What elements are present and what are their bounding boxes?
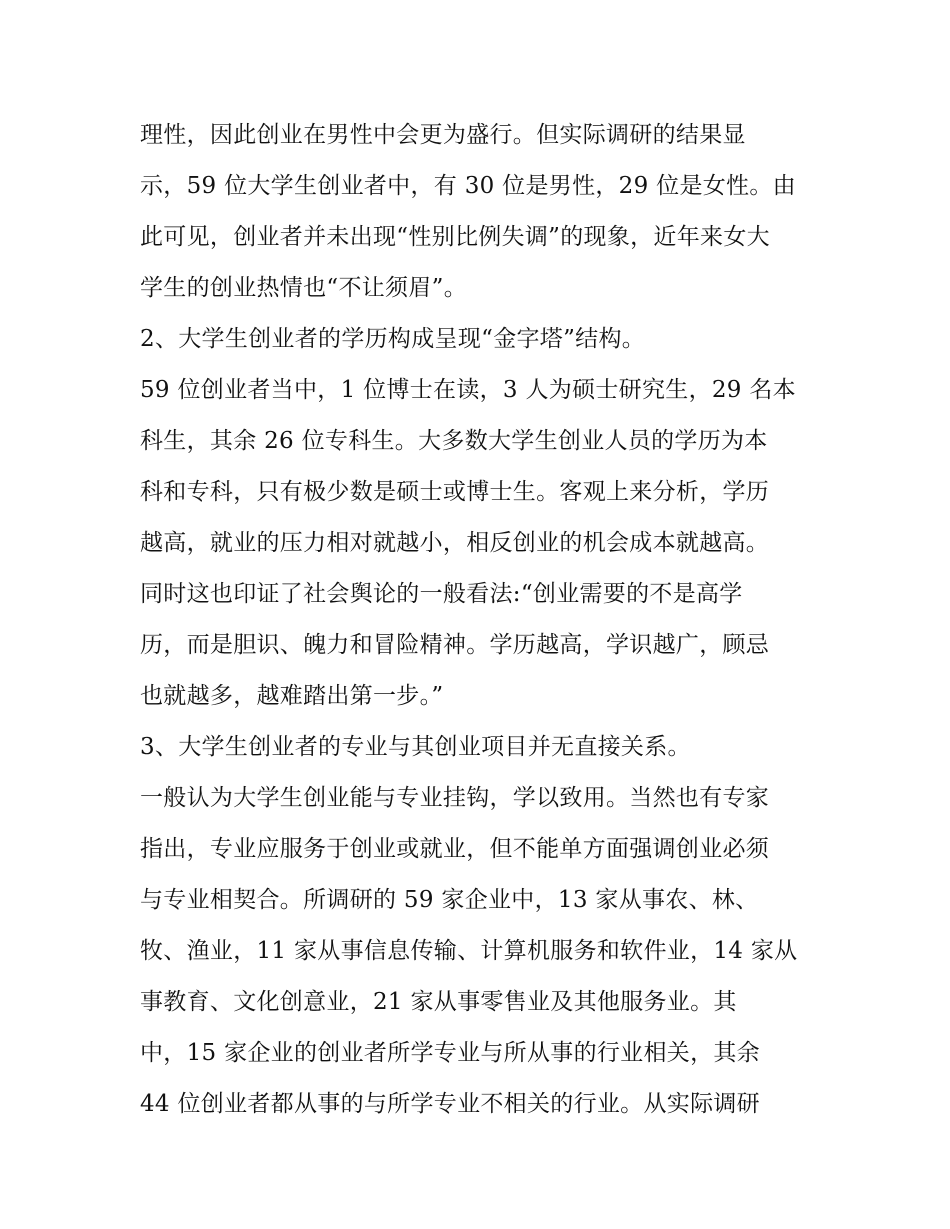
text-line: 同时这也印证了社会舆论的一般看法:“创业需要的不是高学 xyxy=(140,581,743,607)
section-heading: 2、大学生创业者的学历构成呈现“金字塔”结构。 xyxy=(140,326,646,352)
text-line: 也就越多，越难踏出第一步。” xyxy=(140,683,444,709)
text-line: 历，而是胆识、魄力和冒险精神。学历越高，学识越广，顾忌 xyxy=(140,632,770,658)
text-line: 59 位创业者当中，1 位博士在读，3 人为硕士研究生，29 名本 xyxy=(140,377,796,403)
text-line: 越高，就业的压力相对就越小，相反创业的机会成本就越高。 xyxy=(140,530,770,556)
text-line: 与专业相契合。所调研的 59 家企业中，13 家从事农、林、 xyxy=(140,887,759,913)
text-line: 科生，其余 26 位专科生。大多数大学生创业人员的学历为本 xyxy=(140,428,768,454)
text-line: 中，15 家企业的创业者所学专业与所从事的行业相关，其余 xyxy=(140,1040,760,1066)
text-line: 一般认为大学生创业能与专业挂钩，学以致用。当然也有专家 xyxy=(140,785,770,811)
body-text xyxy=(140,110,830,1130)
text-line: 44 位创业者都从事的与所学专业不相关的行业。从实际调研 xyxy=(140,1091,760,1117)
text-line: 理性，因此创业在男性中会更为盛行。但实际调研的结果显 xyxy=(140,122,746,148)
text-line: 事教育、文化创意业，21 家从事零售业及其他服务业。其 xyxy=(140,989,737,1015)
text-line: 科和专科，只有极少数是硕士或博士生。客观上来分析，学历 xyxy=(140,479,770,505)
section-heading: 3、大学生创业者的专业与其创业项目并无直接关系。 xyxy=(140,734,691,760)
text-line: 此可见，创业者并未出现“性别比例失调”的现象，近年来女大 xyxy=(140,224,770,250)
text-line: 学生的创业热情也“不让须眉”。 xyxy=(140,275,468,301)
text-line: 牧、渔业，11 家从事信息传输、计算机服务和软件业，14 家从 xyxy=(140,938,798,964)
text-line: 指出，专业应服务于创业或就业，但不能单方面强调创业必须 xyxy=(140,836,770,862)
text-line: 示，59 位大学生创业者中，有 30 位是男性，29 位是女性。由 xyxy=(140,173,796,199)
